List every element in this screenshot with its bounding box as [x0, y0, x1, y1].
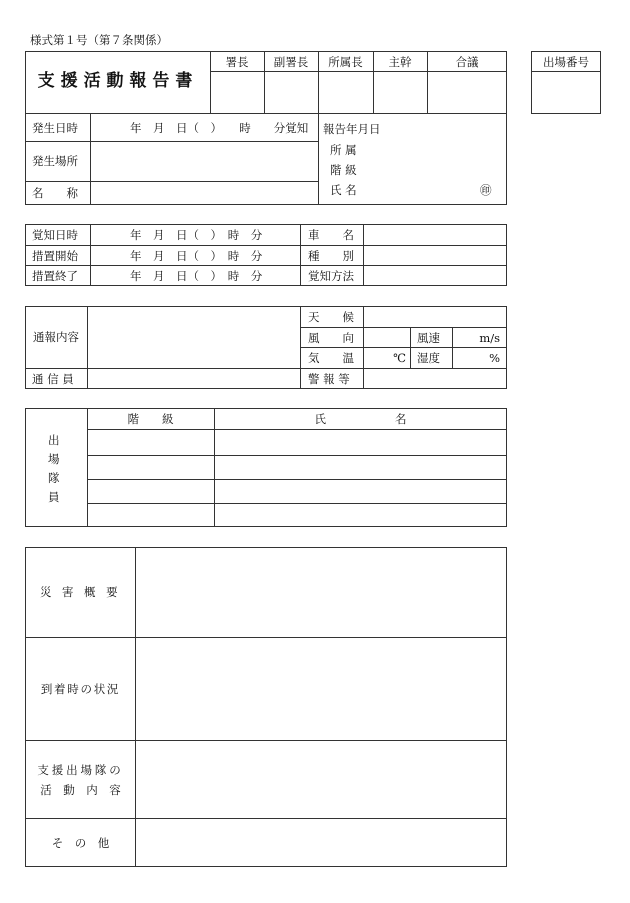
arrival-status-field[interactable] — [136, 638, 506, 739]
occurrence-value[interactable]: 年 月 日（ ） 時 分覚知 — [130, 121, 309, 135]
recognition-time-label: 覚知日時 — [32, 228, 78, 242]
disaster-summary-label: 災 害 概 要 — [39, 585, 122, 599]
rank-label: 階 級 — [330, 163, 357, 177]
place-label: 発生場所 — [32, 154, 78, 168]
arrival-status-label: 到着時の状況 — [40, 682, 121, 696]
measure-start-value[interactable]: 年 月 日（ ） 時 分 — [130, 249, 263, 263]
reporter-field[interactable] — [88, 369, 299, 388]
document-title: 支援活動報告書 — [37, 71, 199, 91]
weather-label: 天 候 — [308, 310, 354, 324]
activity-field[interactable] — [136, 741, 506, 817]
approval-header-consultation: 合議 — [455, 55, 479, 69]
measure-end-label: 措置終了 — [32, 269, 78, 283]
report-date-label: 報告年月日 — [323, 122, 381, 136]
times-box — [25, 224, 507, 286]
approval-header-chief: 署長 — [225, 55, 249, 69]
wind-speed-label: 風速 — [417, 331, 440, 345]
report-content-label: 通報内容 — [33, 330, 79, 344]
measure-start-label: 措置開始 — [32, 249, 78, 263]
wind-direction-label: 風 向 — [308, 331, 354, 345]
report-content-field[interactable] — [88, 307, 299, 367]
seal-cell-section-head[interactable] — [319, 72, 373, 113]
other-label: そ の 他 — [51, 836, 110, 850]
wind-speed-unit: m/s — [479, 331, 500, 345]
name-label: 名 称 — [32, 186, 78, 200]
vehicle-name-label: 車 名 — [308, 228, 354, 242]
crew-rank-header: 階 級 — [127, 412, 174, 426]
crew-side-label-2: 場 — [48, 452, 60, 466]
warning-label: 警 報 等 — [308, 372, 350, 386]
seal-cell-chief[interactable] — [211, 72, 264, 113]
seal-cell-supervisor[interactable] — [374, 72, 427, 113]
seal-mark: ㊞ — [480, 183, 492, 197]
measure-end-value[interactable]: 年 月 日（ ） 時 分 — [130, 269, 263, 283]
crew-side-label-3: 隊 — [48, 471, 60, 485]
humidity-unit: % — [489, 351, 500, 365]
approval-header-section-head: 所属長 — [328, 55, 363, 69]
reporter-label: 通 信 員 — [32, 372, 74, 386]
crew-side-label-4: 員 — [48, 490, 60, 504]
activity-label-line1: 支援出場隊の — [37, 763, 124, 777]
recognition-method-label: 覚知方法 — [308, 269, 354, 283]
seal-cell-consultation[interactable] — [428, 72, 506, 113]
seal-cell-deputy-chief[interactable] — [265, 72, 318, 113]
temperature-label: 気 温 — [308, 351, 354, 365]
place-field[interactable] — [91, 142, 317, 180]
form-number: 様式第１号（第７条関係） — [30, 33, 168, 47]
dispatch-number-label: 出場番号 — [543, 55, 589, 69]
name-field[interactable] — [91, 182, 317, 204]
crew-side-label-1: 出 — [48, 433, 60, 447]
vehicle-type-label: 種 別 — [308, 249, 354, 263]
occurrence-label: 発生日時 — [32, 121, 78, 135]
dispatch-number-field[interactable] — [532, 72, 600, 113]
humidity-label: 湿度 — [417, 351, 440, 365]
approval-header-deputy-chief: 副署長 — [273, 55, 309, 69]
crew-name-header: 氏 名 — [314, 412, 407, 426]
disaster-summary-field[interactable] — [136, 548, 506, 636]
approval-header-supervisor: 主幹 — [388, 55, 412, 69]
temperature-unit: ℃ — [393, 351, 406, 365]
person-name-label: 氏 名 — [330, 183, 357, 197]
activity-label-line2: 活 動 内 容 — [40, 783, 121, 797]
affiliation-label: 所 属 — [330, 143, 357, 157]
other-field[interactable] — [136, 819, 506, 866]
recognition-time-value[interactable]: 年 月 日（ ） 時 分 — [130, 228, 263, 242]
